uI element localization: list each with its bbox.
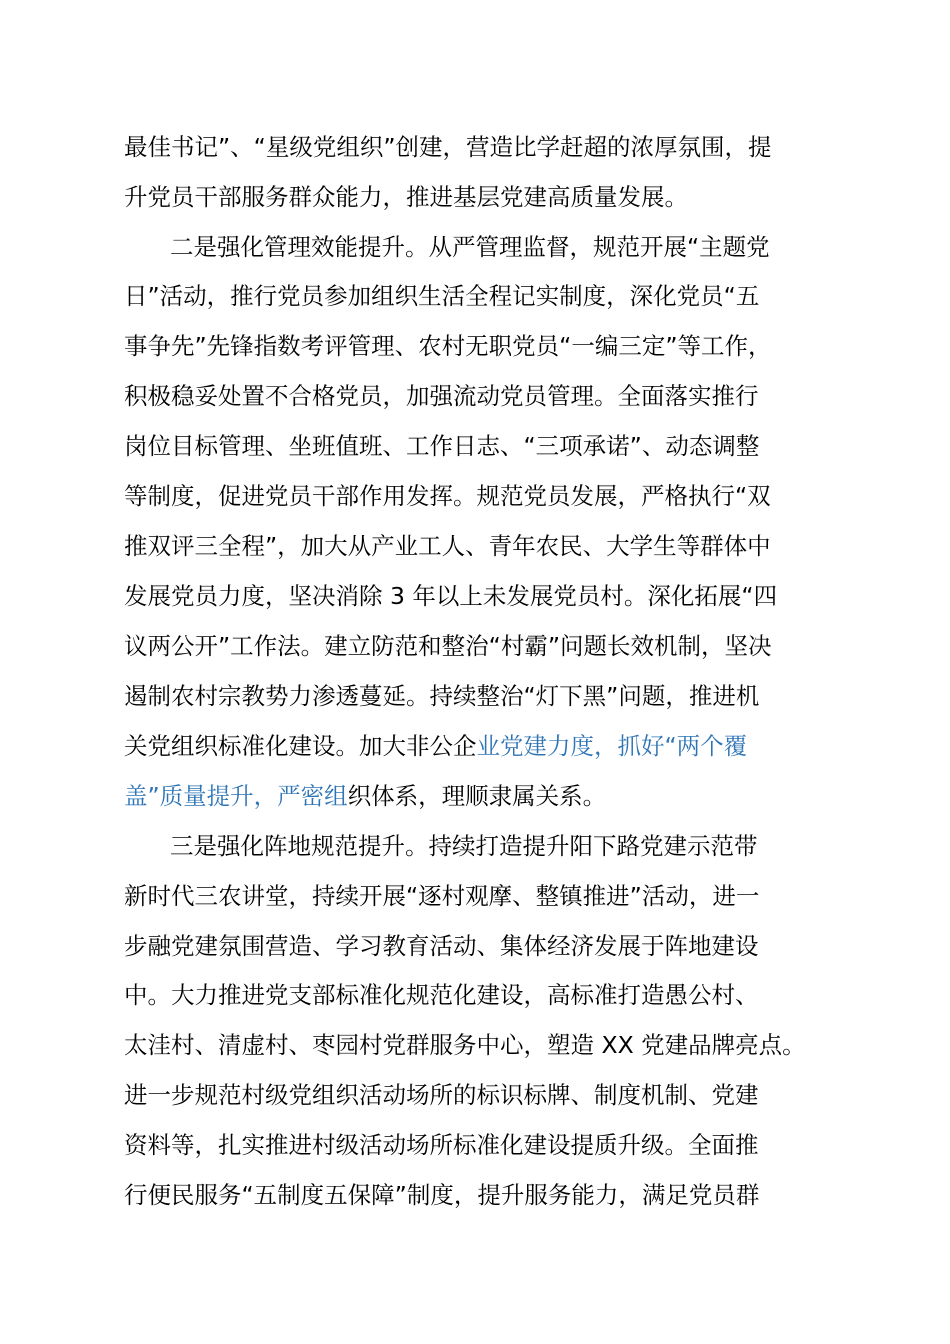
paragraph-start-line: 三是强化阵地规范提升。持续打造提升阳下路党建示范带 [170, 832, 758, 860]
highlighted-text: 盖”质量提升，严密组 [124, 782, 348, 810]
text-line: 升党员干部服务群众能力，推进基层党建高质量发展。 [124, 183, 688, 211]
text-line: 岗位目标管理、坐班值班、工作日志、“三项承诺”、动态调整 [124, 432, 760, 460]
text-segment: 织体系，理顺隶属关系。 [347, 782, 607, 810]
text-segment: 关党组织标准化建设。加大非公企 [124, 732, 477, 760]
text-line: 行便民服务“五制度五保障”制度，提升服务能力，满足党员群 [124, 1181, 760, 1209]
text-line [124, 730, 747, 762]
text-line: 遏制农村宗教势力渗透蔓延。持续整治“灯下黑”问题，推进机 [124, 682, 760, 710]
text-line: 太洼村、清虚村、枣园村党群服务中心，塑造 XX 党建品牌亮点。 [124, 1031, 806, 1059]
text-line: 中。大力推进党支部标准化规范化建设，高标准打造愚公村、 [124, 981, 759, 1009]
text-line: 议两公开”工作法。建立防范和整治“村霸”问题长效机制，坚决 [124, 632, 772, 660]
highlighted-text: 业党建力度，抓好“两个覆 [476, 732, 748, 760]
paragraph-start-line: 二是强化管理效能提升。从严管理监督，规范开展“主题党 [170, 233, 770, 261]
text-line: 事争先”先锋指数考评管理、农村无职党员“一编三定”等工作， [124, 332, 772, 360]
text-line: 发展党员力度，坚决消除 3 年以上未发展党员村。深化拓展“四 [124, 582, 778, 610]
text-line: 最佳书记”、“星级党组织”创建，营造比学赶超的浓厚氛围，提 [124, 133, 772, 161]
text-line: 等制度，促进党员干部作用发挥。规范党员发展，严格执行“双 [124, 482, 771, 510]
text-line: 日”活动，推行党员参加组织生活全程记实制度，深化党员“五 [124, 282, 760, 310]
text-line: 进一步规范村级党组织活动场所的标识标牌、制度机制、党建 [124, 1081, 759, 1109]
text-line: 积极稳妥处置不合格党员，加强流动党员管理。全面落实推行 [124, 382, 759, 410]
text-line: 步融党建氛围营造、学习教育活动、集体经济发展于阵地建设 [124, 932, 759, 960]
text-line: 推双评三全程”，加大从产业工人、青年农民、大学生等群体中 [124, 532, 771, 560]
text-line: 资料等，扎实推进村级活动场所标准化建设提质升级。全面推 [124, 1131, 759, 1159]
text-line [124, 780, 606, 812]
text-line: 新时代三农讲堂，持续开展“逐村观摩、整镇推进”活动，进一 [124, 882, 760, 910]
